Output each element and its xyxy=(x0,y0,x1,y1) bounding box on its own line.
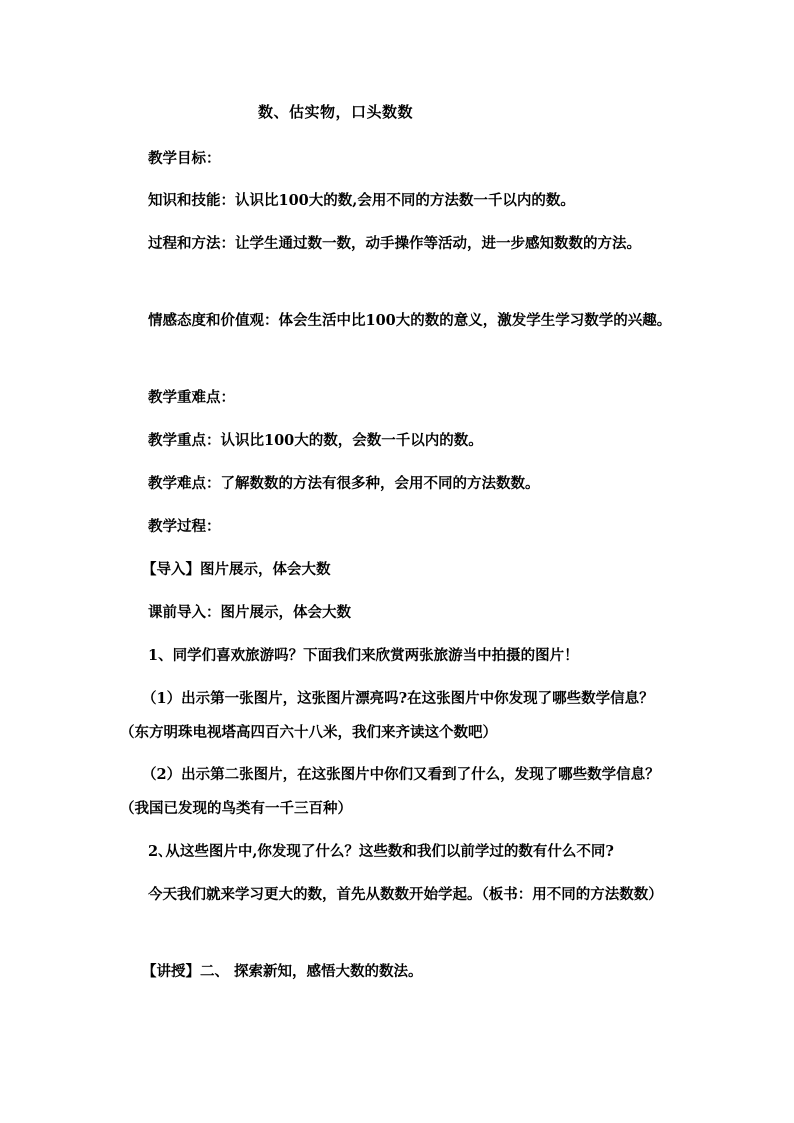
section-heading-key-points: 教学重难点： xyxy=(148,389,235,406)
section-heading-intro: 【导入】图片展示，体会大数 xyxy=(142,561,331,578)
paragraph-picture-1: （1）出示第一张图片，这张图片漂亮吗?在这张图片中你发现了哪些数学信息？（东方明珠电视塔高四百六十八米，我们来齐读这个数吧） xyxy=(120,690,654,741)
paragraph-question-2: 2､从这些图片中,你发现了什么？这些数和我们以前学过的数有什么不同? xyxy=(148,843,614,860)
section-heading-objectives: 教学目标： xyxy=(148,150,221,167)
paragraph-process-methods: 过程和方法：让学生通过数一数，动手操作等活动，进一步感知数数的方法。 xyxy=(148,235,641,252)
paragraph-pre-class-intro: 课前导入：图片展示，体会大数 xyxy=(148,604,351,621)
paragraph-key-point: 教学重点：认识比100大的数，会数一千以内的数。 xyxy=(148,432,483,449)
paragraph-today-lesson: 今天我们就来学习更大的数，首先从数数开始学起。（板书：用不同的方法数数） xyxy=(148,886,663,903)
paragraph-question-1: 1、同学们喜欢旅游吗？下面我们来欣赏两张旅游当中拍摄的图片！ xyxy=(148,647,579,664)
paragraph-picture-2: （2）出示第二张图片，在这张图片中你们又看到了什么，发现了哪些数学信息？（我国已发现的鸟类有一千三百种） xyxy=(120,766,660,817)
section-heading-process: 教学过程： xyxy=(148,518,221,535)
paragraph-emotion-values: 情感态度和价值观：体会生活中比100大的数的意义，激发学生学习数学的兴趣。 xyxy=(148,312,672,329)
paragraph-difficult-point: 教学难点：了解数数的方法有很多种，会用不同的方法数数。 xyxy=(148,475,540,492)
page-title: 数、估实物，口头数数 xyxy=(258,103,414,121)
paragraph-knowledge-skills: 知识和技能：认识比100大的数,会用不同的方法数一千以内的数。 xyxy=(148,192,575,209)
section-heading-teaching: 【讲授】二、 探索新知，感悟大数的数法。 xyxy=(142,963,423,980)
